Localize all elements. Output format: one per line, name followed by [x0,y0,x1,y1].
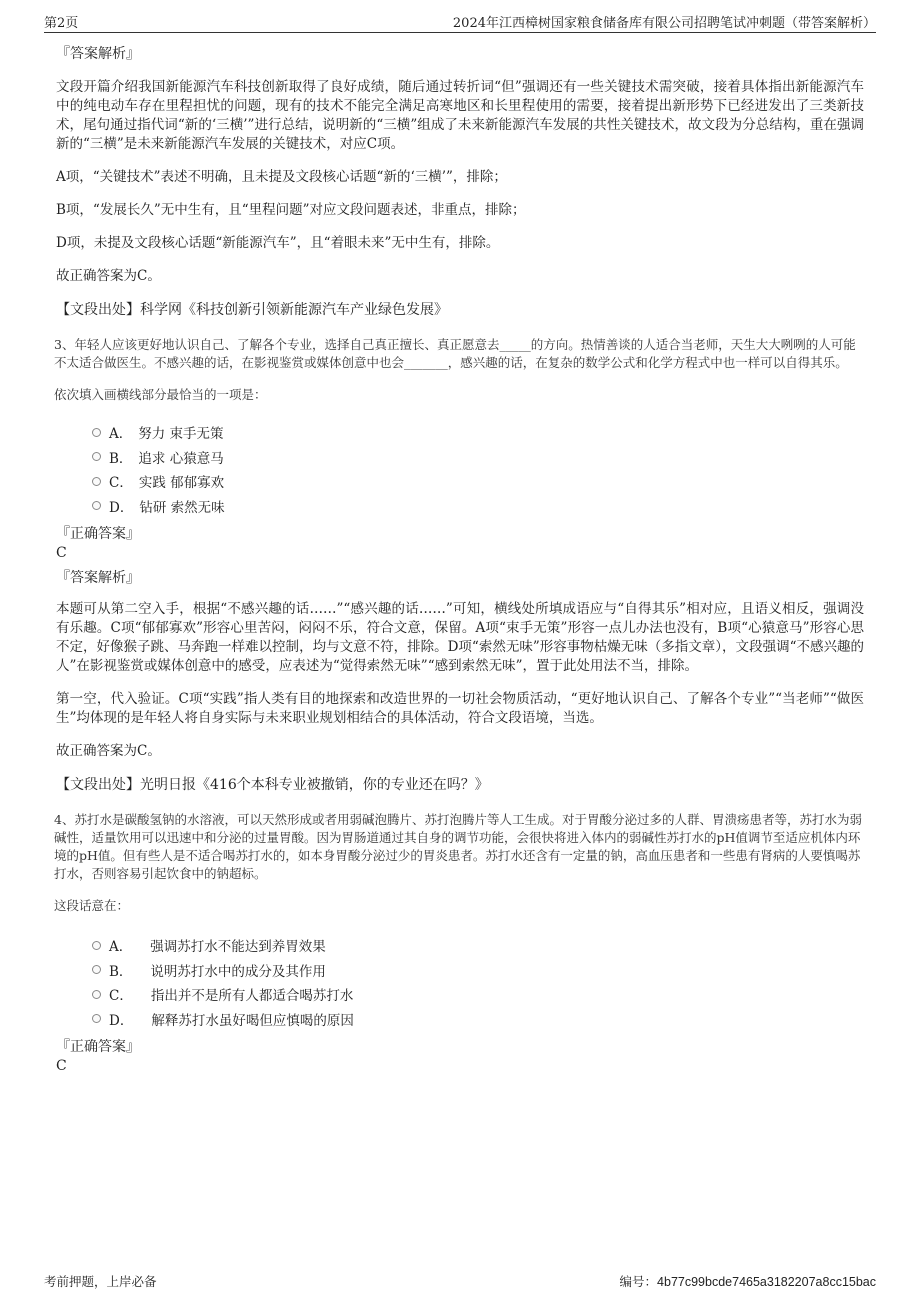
q3-stem: 3、年轻人应该更好地认识自己、了解各个专业，选择自己真正擅长、真正愿意去_____的方向。热情善谈的人适合当老师，天生大大咧咧的人可能不太适合做医生。不感兴趣的话，在影视鉴赏或媒体创意中也会_______，感兴趣的话，在复杂的数学公式和化学方程式中也一样可以自得其乐。 [54,337,856,370]
footer-id-code: 4b77c99bcde7465a3182207a8cc15bac [657,1275,876,1289]
radio-icon[interactable] [92,1014,101,1023]
footer-slogan: 考前押题，上岸必备 [44,1274,157,1289]
q2-conclusion: 故正确答案为C。 [56,268,161,284]
document-title: 2024年江西樟树国家粮食储备库有限公司招聘笔试冲刺题（带答案解析） [452,16,876,31]
q4-answer-label: 『正确答案』 [56,1039,140,1055]
page-content [54,44,864,1081]
q3-analysis-paragraph-2: 第一空，代入验证。C项“实践”指人类有目的地探索和改造世界的一切社会物质活动，“更好地认识自己、了解各个专业”“当老师”“做医生”均体现的是年轻人将自身实际与未来职业规划相结合的具体活动，符合文段语境，当选。 [56,691,864,726]
footer-id-label: 编号： [619,1274,658,1289]
q4-answer: C [56,1058,67,1074]
q3-option-c[interactable]: C． 实践 郁郁寡欢 [92,469,864,494]
q3-options [92,420,864,518]
q4-prompt: 这段话意在： [54,898,130,913]
q3-option-d[interactable]: D． 钻研 索然无味 [92,494,864,519]
q4-options [92,933,864,1031]
q4-option-d[interactable]: D． 解释苏打水虽好喝但应慎喝的原因 [92,1007,864,1032]
q3-prompt: 依次填入画横线部分最恰当的一项是： [54,387,267,402]
radio-icon[interactable] [92,501,101,510]
q3-option-b[interactable]: B． 追求 心猿意马 [92,445,864,470]
q2-analysis-option-d: D项，未提及文段核心话题“新能源汽车”，且“着眼未来”无中生有，排除。 [56,235,500,251]
q3-answer-label: 『正确答案』 [56,526,140,542]
radio-icon[interactable] [92,965,101,974]
q3-source: 【文段出处】光明日报《416个本科专业被撤销，你的专业还在吗？》 [56,777,489,793]
q4-option-a[interactable]: A． 强调苏打水不能达到养胃效果 [92,933,864,958]
q2-analysis-option-b: B项，“发展长久”无中生有，且“里程问题”对应文段问题表述，非重点，排除； [56,202,526,218]
page-number: 第2页 [44,16,79,31]
q4-option-c[interactable]: C． 指出并不是所有人都适合喝苏打水 [92,982,864,1007]
q4-option-b[interactable]: B． 说明苏打水中的成分及其作用 [92,958,864,983]
radio-icon[interactable] [92,428,101,437]
radio-icon[interactable] [92,990,101,999]
q3-answer: C [56,545,67,561]
radio-icon[interactable] [92,477,101,486]
q3-option-a[interactable]: A． 努力 束手无策 [92,420,864,445]
q3-conclusion: 故正确答案为C。 [56,743,161,759]
q2-analysis-label: 『答案解析』 [56,46,140,62]
q2-source: 【文段出处】科学网《科技创新引领新能源汽车产业绿色发展》 [56,302,448,318]
page-header [44,10,876,33]
q2-analysis-paragraph: 文段开篇介绍我国新能源汽车科技创新取得了良好成绩，随后通过转折词“但”强调还有一些关键技术需突破，接着具体指出新能源汽车中的纯电动车存在里程担忧的问题，现有的技术不能完全满足高寒地区和长里程使用的需要，接着提出新形势下已经进发出了三类新技术，尾句通过指代词“新的‘三横’”进行总结，说明新的“三横”组成了未来新能源汽车发展的共性关键技术，故文段为分总结构，重在强调新的“三横”是未来新能源汽车发展的关键技术，对应C项。 [56,79,864,152]
q3-analysis-label: 『答案解析』 [56,570,140,586]
footer-id [620,1272,876,1290]
radio-icon[interactable] [92,941,101,950]
q3-analysis-paragraph-1: 本题可从第二空入手，根据“不感兴趣的话……”“感兴趣的话……”可知，横线处所填成语应与“自得其乐”相对应，且语义相反，强调没有乐趣。C项“郁郁寡欢”形容心里苦闷，闷闷不乐，符合文意，保留。A项“束手无策”形容一点儿办法也没有，B项“心猿意马”形容心思不定，好像猴子跳、马奔跑一样难以控制，均与文意不符，排除。D项“索然无味”形容事物枯燥无味（多指文章），文段强调“不感兴趣的人”在影视鉴赏或媒体创意中的感受，应表述为“觉得索然无味”“感到索然无味”，置于此处用法不当，排除。 [56,601,864,674]
radio-icon[interactable] [92,452,101,461]
q2-analysis-option-a: A项，“关键技术”表述不明确，且未提及文段核心话题“新的‘三横’”，排除； [56,169,507,185]
q4-stem: 4、苏打水是碳酸氢钠的水溶液，可以天然形成或者用弱碱泡腾片、苏打泡腾片等人工生成。对于胃酸分泌过多的人群、胃溃疡患者等，苏打水为弱碱性，适量饮用可以迅速中和分泌的过量胃酸。因为胃肠道通过其自身的调节功能，会很快将进入体内的弱碱性苏打水的pH值调节至适应机体内环境的pH值。但有些人是不适合喝苏打水的，如本身胃酸分泌过少的胃炎患者。苏打水还含有一定量的钠，高血压患者和一些患有肾病的人要慎喝苏打水，否则容易引起饮食中的钠超标。 [54,812,862,881]
